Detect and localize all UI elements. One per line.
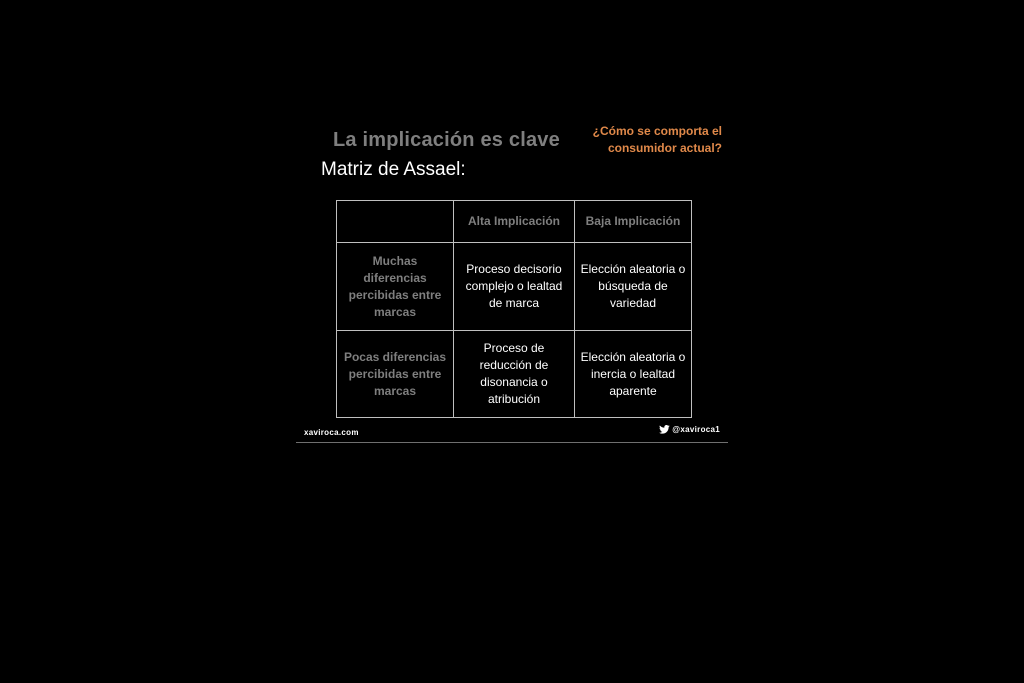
matrix-header-row (337, 201, 692, 243)
twitter-handle: @xaviroca1 (672, 425, 720, 434)
footer-divider (296, 442, 728, 443)
assael-matrix (336, 200, 692, 418)
row-header-few-differences: Pocas diferencias percibidas entre marcas (337, 331, 454, 418)
footer-website: xaviroca.com (304, 428, 359, 437)
row-header-many-differences: Muchas diferencias percibidas entre marcas (337, 243, 454, 331)
slide-question: ¿Cómo se comporta el consumidor actual? (592, 124, 722, 155)
footer-twitter (659, 425, 720, 434)
twitter-bird-icon (659, 425, 670, 434)
matrix-cell-dissonance-reduction: Proceso de reducción de disonancia o atribución (454, 331, 575, 418)
matrix-row-few-differences (337, 331, 692, 418)
slide-title: La implicación es clave (333, 129, 560, 151)
matrix-cell-habitual: Elección aleatoria o inercia o lealtad aparente (575, 331, 692, 418)
slide (296, 112, 728, 444)
col-header-low-involvement: Baja Implicación (575, 201, 692, 243)
matrix-row-many-differences (337, 243, 692, 331)
col-header-high-involvement: Alta Implicación (454, 201, 575, 243)
matrix-cell-complex-decision: Proceso decisorio complejo o lealtad de marca (454, 243, 575, 331)
matrix-corner-cell (337, 201, 454, 243)
matrix-cell-variety-seeking: Elección aleatoria o búsqueda de variedad (575, 243, 692, 331)
slide-subtitle: Matriz de Assael: (321, 159, 466, 180)
